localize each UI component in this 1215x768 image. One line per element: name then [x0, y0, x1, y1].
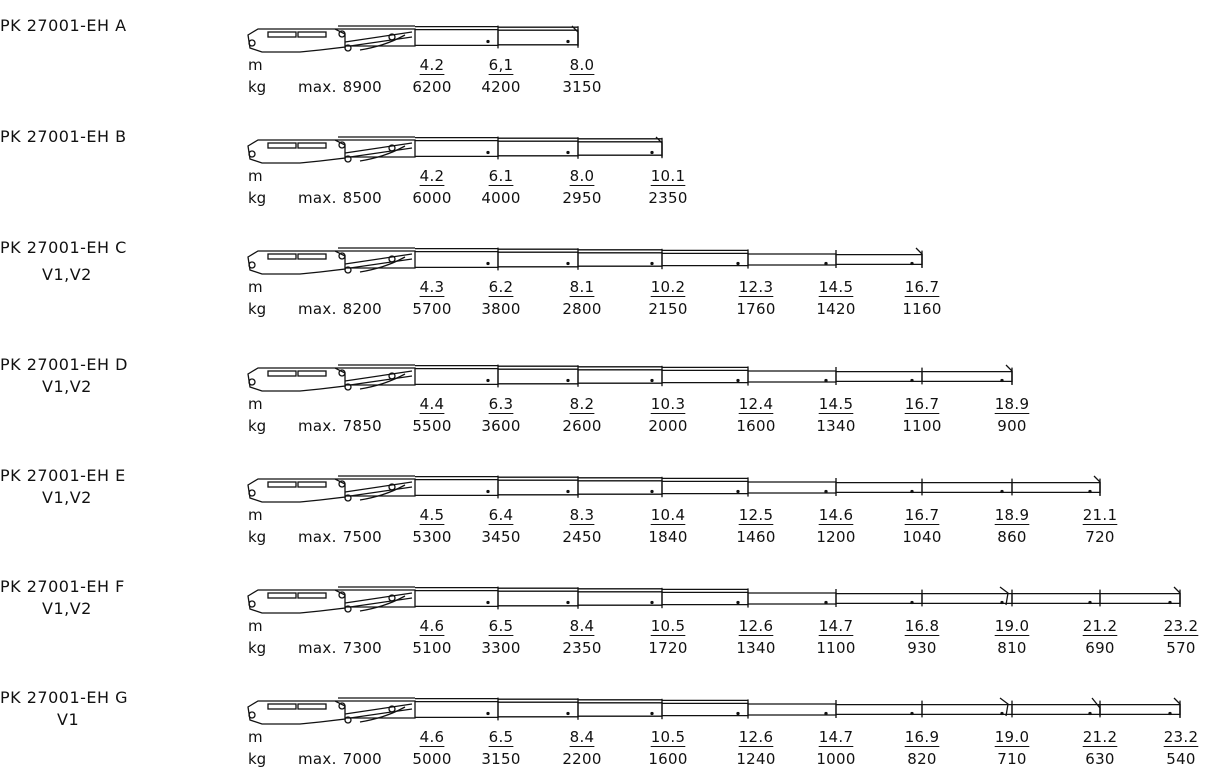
boom-extension — [498, 365, 578, 387]
lift-cylinder — [345, 32, 412, 46]
reach-value: 6.2 — [488, 278, 514, 296]
load-value: 1100 — [902, 417, 942, 435]
unit-reach-label: m — [248, 506, 263, 524]
reach-value: 21.2 — [1082, 728, 1118, 746]
crane-nameplate — [268, 593, 296, 598]
boom-extension — [415, 365, 498, 388]
crane-boom — [248, 26, 578, 52]
max-load-value: 7850 — [342, 417, 383, 435]
reach-value: 8.0 — [569, 167, 595, 185]
unit-reach-label: m — [248, 617, 263, 635]
reach-value: 14.5 — [818, 395, 854, 413]
reach-value: 8.3 — [569, 506, 595, 524]
lift-cylinder — [345, 482, 412, 496]
reach-value: 14.6 — [818, 506, 854, 524]
model-label: PK 27001-EH A — [0, 16, 127, 35]
reach-value: 21.2 — [1082, 617, 1118, 635]
max-load-value: 8900 — [342, 78, 383, 96]
boom-tip — [656, 137, 662, 157]
load-value: 1340 — [736, 639, 776, 657]
unit-load-label: kg — [248, 528, 267, 546]
boom-extension — [836, 251, 922, 268]
boom-extension — [498, 698, 578, 720]
reach-value: 16.7 — [904, 278, 940, 296]
boom-extension — [415, 248, 498, 271]
reach-value: 12.5 — [738, 506, 774, 524]
max-load — [298, 528, 382, 546]
boom-extension — [662, 477, 748, 496]
crane-nameplate — [268, 143, 296, 148]
boom-tip — [572, 26, 578, 46]
boom-extension — [415, 698, 498, 721]
load-value: 820 — [907, 750, 937, 768]
model-label: PK 27001-EH F — [0, 577, 125, 596]
reach-value: 10.3 — [650, 395, 686, 413]
max-load — [298, 639, 382, 657]
load-value: 6200 — [412, 78, 452, 96]
boom-extension — [748, 250, 836, 268]
boom-extension — [922, 368, 1012, 385]
max-load — [298, 189, 382, 207]
max-load — [298, 417, 382, 435]
load-value: 2350 — [648, 189, 688, 207]
max-load — [298, 300, 382, 318]
reach-value: 4.5 — [419, 506, 445, 524]
load-value: 3150 — [562, 78, 602, 96]
load-value: 540 — [1166, 750, 1196, 768]
load-value: 930 — [907, 639, 937, 657]
reach-value: 6.3 — [488, 395, 514, 413]
reach-value: 4.3 — [419, 278, 445, 296]
boom-extension — [836, 368, 922, 385]
reach-value: 8.4 — [569, 728, 595, 746]
unit-load-label: kg — [248, 750, 267, 768]
load-value: 1600 — [648, 750, 688, 768]
boom-extension — [1100, 590, 1180, 607]
unit-load-label: kg — [248, 300, 267, 318]
max-load — [298, 78, 382, 96]
unit-load-label: kg — [248, 189, 267, 207]
max-load-value: 8500 — [342, 189, 383, 207]
boom-extension — [662, 699, 748, 718]
crane-boom — [248, 698, 1180, 724]
reach-value: 18.9 — [994, 395, 1030, 413]
lift-cylinder — [345, 143, 412, 157]
max-load-value: 7300 — [342, 639, 383, 657]
lift-cylinder — [345, 704, 412, 718]
reach-value: 16.9 — [904, 728, 940, 746]
load-value: 5700 — [412, 300, 452, 318]
crane-nameplate — [268, 482, 296, 487]
load-value: 1420 — [816, 300, 856, 318]
unit-load-label: kg — [248, 417, 267, 435]
unit-reach-label: m — [248, 167, 263, 185]
boom-extension — [836, 590, 922, 607]
load-value: 1840 — [648, 528, 688, 546]
reach-value: 16.8 — [904, 617, 940, 635]
crane-boom — [248, 365, 1012, 391]
reach-value: 21.1 — [1082, 506, 1118, 524]
reach-value: 10.5 — [650, 617, 686, 635]
boom-extension — [1100, 701, 1180, 718]
load-value: 2800 — [562, 300, 602, 318]
reach-value: 14.5 — [818, 278, 854, 296]
load-value: 900 — [997, 417, 1027, 435]
crane-nameplate — [268, 254, 296, 259]
load-value: 1600 — [736, 417, 776, 435]
load-value: 3600 — [481, 417, 521, 435]
reach-value: 8.0 — [569, 56, 595, 74]
reach-value: 10.1 — [650, 167, 686, 185]
crane-boom — [248, 587, 1180, 613]
reach-value: 4.2 — [419, 167, 445, 185]
boom-extension — [748, 700, 836, 718]
reach-value: 6.4 — [488, 506, 514, 524]
boom-extension — [498, 26, 578, 48]
reach-value: 8.4 — [569, 617, 595, 635]
reach-value: 4.2 — [419, 56, 445, 74]
boom-extension — [748, 589, 836, 607]
load-value: 6000 — [412, 189, 452, 207]
reach-value: 23.2 — [1163, 617, 1199, 635]
load-value: 1720 — [648, 639, 688, 657]
boom-extension — [498, 248, 578, 270]
reach-value: 6,1 — [488, 56, 514, 74]
crane-nameplate — [268, 32, 296, 37]
load-value: 1200 — [816, 528, 856, 546]
unit-load-label: kg — [248, 639, 267, 657]
load-value: 570 — [1166, 639, 1196, 657]
boom-extension — [1012, 701, 1100, 718]
reach-value: 12.6 — [738, 728, 774, 746]
load-value: 2200 — [562, 750, 602, 768]
load-value: 1040 — [902, 528, 942, 546]
load-value: 810 — [997, 639, 1027, 657]
load-value: 2350 — [562, 639, 602, 657]
boom-extension — [415, 137, 498, 160]
load-value: 1000 — [816, 750, 856, 768]
boom-extension — [748, 367, 836, 385]
load-value: 5000 — [412, 750, 452, 768]
variant-label: V1,V2 — [42, 265, 92, 284]
reach-value: 10.4 — [650, 506, 686, 524]
reach-value: 14.7 — [818, 728, 854, 746]
boom-extension — [415, 587, 498, 610]
reach-value: 19.0 — [994, 617, 1030, 635]
variant-label: V1,V2 — [42, 599, 92, 618]
reach-value: 10.5 — [650, 728, 686, 746]
crane-boom — [248, 137, 662, 163]
reach-value: 4.4 — [419, 395, 445, 413]
reach-value: 6.1 — [488, 167, 514, 185]
reach-value: 4.6 — [419, 728, 445, 746]
boom-extension — [922, 590, 1012, 607]
load-value: 3450 — [481, 528, 521, 546]
max-prefix: max. — [298, 528, 337, 546]
load-value: 3150 — [481, 750, 521, 768]
load-value: 2600 — [562, 417, 602, 435]
max-load-value: 8200 — [342, 300, 383, 318]
boom-extension — [1012, 590, 1100, 607]
reach-value: 12.3 — [738, 278, 774, 296]
model-label: PK 27001-EH D — [0, 355, 128, 374]
boom-extension — [836, 479, 922, 496]
max-prefix: max. — [298, 417, 337, 435]
boom-extension — [498, 137, 578, 159]
crane-boom — [248, 248, 922, 274]
load-value: 2000 — [648, 417, 688, 435]
boom-extension — [498, 476, 578, 498]
load-value: 3300 — [481, 639, 521, 657]
variant-label: V1 — [57, 710, 80, 729]
boom-extension — [578, 138, 662, 158]
crane-nameplate — [268, 371, 296, 376]
load-value: 2450 — [562, 528, 602, 546]
max-load-value: 7000 — [342, 750, 383, 768]
unit-load-label: kg — [248, 78, 267, 96]
load-value: 710 — [997, 750, 1027, 768]
max-prefix: max. — [298, 750, 337, 768]
crane-nameplate — [268, 704, 296, 709]
load-value: 4000 — [481, 189, 521, 207]
boom-extension — [578, 366, 662, 386]
reach-value: 14.7 — [818, 617, 854, 635]
load-value: 1760 — [736, 300, 776, 318]
reach-value: 8.1 — [569, 278, 595, 296]
reach-value: 4.6 — [419, 617, 445, 635]
reach-value: 12.4 — [738, 395, 774, 413]
load-value: 1160 — [902, 300, 942, 318]
load-value: 630 — [1085, 750, 1115, 768]
unit-reach-label: m — [248, 728, 263, 746]
lift-cylinder — [345, 371, 412, 385]
load-value: 1100 — [816, 639, 856, 657]
unit-reach-label: m — [248, 56, 263, 74]
model-label: PK 27001-EH C — [0, 238, 127, 257]
max-prefix: max. — [298, 639, 337, 657]
load-value: 5500 — [412, 417, 452, 435]
load-value: 2950 — [562, 189, 602, 207]
boom-extension — [578, 249, 662, 269]
boom-extension — [415, 476, 498, 499]
load-value: 860 — [997, 528, 1027, 546]
model-label: PK 27001-EH E — [0, 466, 126, 485]
load-value: 720 — [1085, 528, 1115, 546]
reach-value: 18.9 — [994, 506, 1030, 524]
max-prefix: max. — [298, 189, 337, 207]
load-value: 5300 — [412, 528, 452, 546]
max-prefix: max. — [298, 300, 337, 318]
model-label: PK 27001-EH G — [0, 688, 129, 707]
boom-extension — [836, 701, 922, 718]
boom-extension — [662, 249, 748, 268]
max-load-value: 7500 — [342, 528, 383, 546]
load-value: 1340 — [816, 417, 856, 435]
boom-extension — [578, 588, 662, 608]
load-value: 3800 — [481, 300, 521, 318]
load-value: 2150 — [648, 300, 688, 318]
boom-extension — [578, 477, 662, 497]
variant-label: V1,V2 — [42, 488, 92, 507]
reach-value: 8.2 — [569, 395, 595, 413]
boom-extension — [922, 701, 1012, 718]
crane-boom — [248, 476, 1100, 502]
boom-extension — [578, 699, 662, 719]
lift-cylinder — [345, 254, 412, 268]
load-value: 1240 — [736, 750, 776, 768]
boom-extension — [415, 26, 498, 49]
reach-value: 23.2 — [1163, 728, 1199, 746]
reach-value: 12.6 — [738, 617, 774, 635]
max-load — [298, 750, 382, 768]
boom-extension — [498, 587, 578, 609]
boom-extension — [922, 479, 1012, 496]
boom-extension — [662, 366, 748, 385]
reach-value: 19.0 — [994, 728, 1030, 746]
reach-value: 16.7 — [904, 506, 940, 524]
reach-value: 16.7 — [904, 395, 940, 413]
max-prefix: max. — [298, 78, 337, 96]
unit-reach-label: m — [248, 278, 263, 296]
lift-cylinder — [345, 593, 412, 607]
reach-value: 6.5 — [488, 728, 514, 746]
variant-label: V1,V2 — [42, 377, 92, 396]
model-label: PK 27001-EH B — [0, 127, 127, 146]
unit-reach-label: m — [248, 395, 263, 413]
load-value: 690 — [1085, 639, 1115, 657]
boom-extension — [662, 588, 748, 607]
load-value: 4200 — [481, 78, 521, 96]
load-value: 1460 — [736, 528, 776, 546]
load-value: 5100 — [412, 639, 452, 657]
reach-value: 6.5 — [488, 617, 514, 635]
boom-extension — [748, 478, 836, 496]
boom-extension — [1012, 479, 1100, 496]
reach-value: 10.2 — [650, 278, 686, 296]
